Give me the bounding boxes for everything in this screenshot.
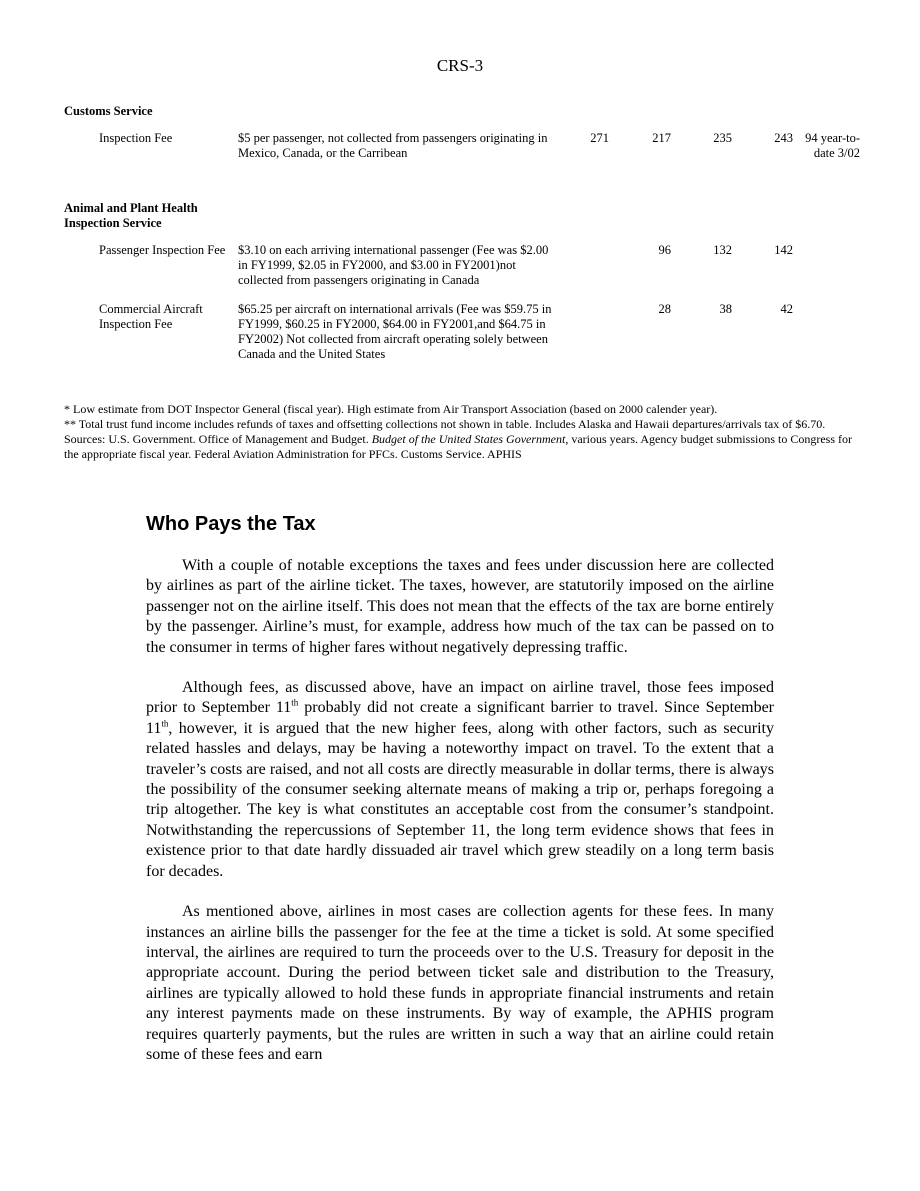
value-cell: 217 xyxy=(652,131,671,145)
paragraph-1: With a couple of notable exceptions the taxes and fees under discussion here are collected by airlines as part of the airline ticket. The taxes, however, are statutorily imposed on the airline passenger not on the airline itself. This does not mean that the effects of the tax are borne entirely by the passenger. Airline’s must, for example, address how much of the tax can be passed on to the consumer in terms of higher fares without negatively depressing traffic. xyxy=(146,557,774,656)
value-cell: 94 year-to-date 3/02 xyxy=(805,131,860,160)
table-row xyxy=(64,302,864,362)
footnote-1: * Low estimate from DOT Inspector General (fiscal year). High estimate from Air Transport Association (based on 2000 calender year). xyxy=(64,402,718,416)
value-cell: 42 xyxy=(780,302,793,316)
paragraph-2 xyxy=(146,678,774,882)
table-notes xyxy=(64,402,864,462)
customs-section-heading: Customs Service xyxy=(64,104,153,118)
fee-name: Passenger Inspection Fee xyxy=(99,243,226,257)
fee-description: $5 per passenger, not collected from passengers originating in Mexico, Canada, or the Carribean xyxy=(238,131,548,160)
value-cell: 235 xyxy=(713,131,732,145)
value-cell: 38 xyxy=(719,302,732,316)
section-heading: Who Pays the Tax xyxy=(146,513,316,535)
page-number-header: CRS-3 xyxy=(436,56,484,75)
superscript: th xyxy=(161,718,169,729)
paragraph-2-part-a: Although fees, as discussed above, have an impact on airline travel, those fees imposed prior to September 11 xyxy=(146,679,774,717)
footnote-2: ** Total trust fund income includes refunds of taxes and offsetting collections not shown in table. Includes Alaska and Hawaii departures/arrivals tax of $6.70. xyxy=(64,417,826,431)
value-cell: 96 xyxy=(658,243,671,257)
table-row xyxy=(64,131,864,179)
table-row xyxy=(64,243,864,288)
value-cell: 132 xyxy=(713,243,732,257)
value-cell: 28 xyxy=(658,302,671,316)
paragraph-2-part-c: , however, it is argued that the new higher fees, along with other factors, such as security related hassles and delays, may be having a noteworthy impact on travel. To the extent that a traveler’s costs are raised, and not all costs are directly measurable in dollar terms, there is always the possibility of the consumer seeking alternate means of making a trip or, perhaps foregoing a trip altogether. The key is what constitutes an acceptable cost from the consumer’s standpoint. Notwithstanding the repercussions of September 11, the long term evidence shows that fees in existence prior to that date hardly dissuaded air travel which grew steadily on a long term basis for decades. xyxy=(146,719,774,880)
sources-title: Budget of the United States Government xyxy=(371,432,566,446)
paragraph-3: As mentioned above, airlines in most cases are collection agents for these fees. In many instances an airline bills the passenger for the fee at the time a ticket is sold. At some specified interval, the airlines are required to turn the proceeds over to the U.S. Treasury for deposit in the appropriate account. During the period between ticket sale and distribution to the Treasury, airlines are typically allowed to hold these funds in appropriate financial instruments and retain any interest payments made on these instruments. By way of example, the APHIS program requires quarterly payments, but the rules are written in such a way that an airline could retain some of these fees and earn xyxy=(146,903,774,1063)
value-cell: 142 xyxy=(774,243,793,257)
fee-table xyxy=(64,104,864,376)
aphis-section-heading: Animal and Plant Health Inspection Service xyxy=(64,201,198,230)
fee-description: $65.25 per aircraft on international arrivals (Fee was $59.75 in FY1999, $60.25 in FY2000, $64.00 in FY2001,and $64.75 in FY2002) Not collected from aircraft operating solely between Canada and the United States xyxy=(238,302,552,361)
body-text xyxy=(146,556,774,1085)
value-cell: 243 xyxy=(774,131,793,145)
fee-description: $3.10 on each arriving international passenger (Fee was $2.00 in FY1999, $2.05 in FY2000, and $3.00 in FY2001)not collected from passengers originating in Canada xyxy=(238,243,549,287)
sources-note xyxy=(64,432,864,462)
value-cell: 271 xyxy=(590,131,609,145)
paragraph-2-part-b: probably did not create a significant barrier to travel. Since September 11 xyxy=(146,699,774,737)
fee-name: Inspection Fee xyxy=(99,131,173,145)
sources-text: Sources: U.S. Government. Office of Management and Budget. xyxy=(64,432,372,446)
fee-name: Commercial Aircraft Inspection Fee xyxy=(99,302,203,331)
sources-text-rest: , various years. Agency budget submissions to Congress for the appropriate fiscal year. Federal Aviation Administration for PFCs. Customs Service. APHIS xyxy=(64,432,852,461)
superscript: th xyxy=(291,698,299,709)
